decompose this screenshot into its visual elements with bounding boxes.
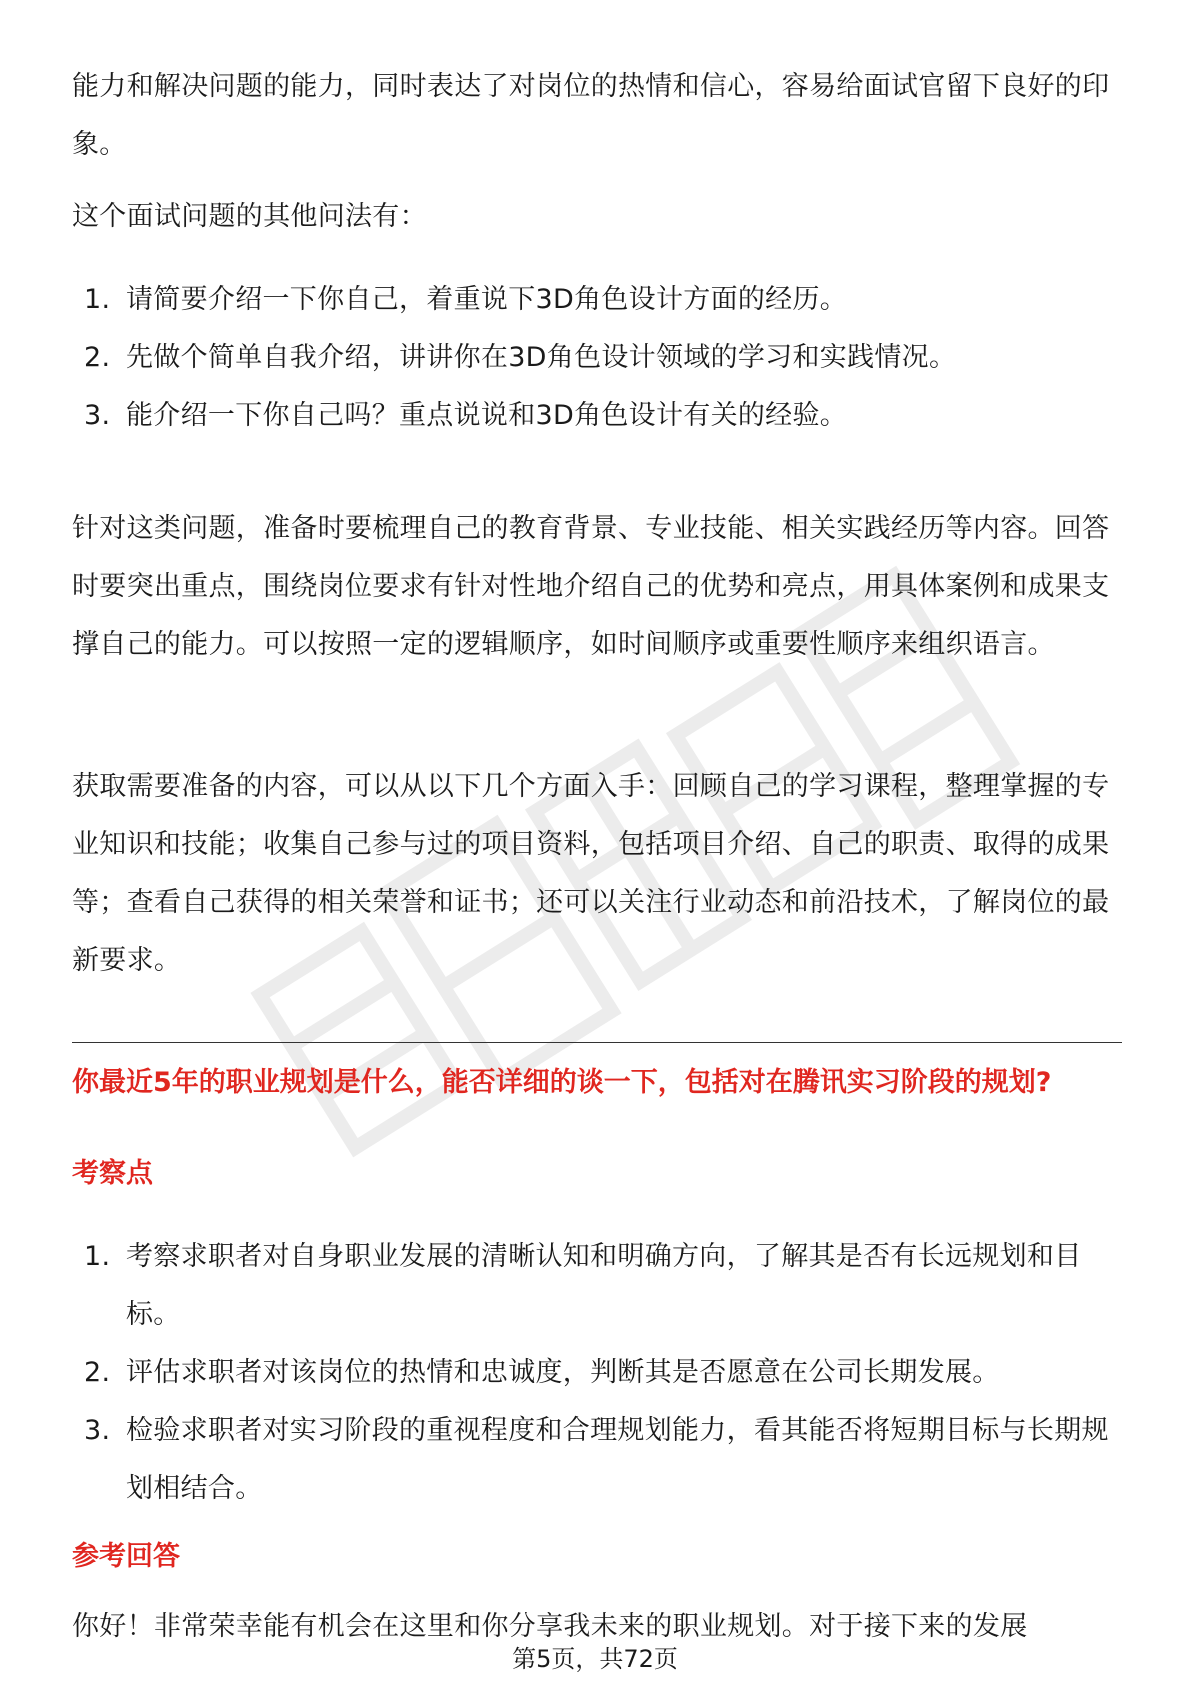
list-item [72,1402,1122,1518]
answer-heading: 参考回答 [72,1541,180,1572]
list-item [72,271,1122,329]
paragraph-gather-content: 获取需要准备的内容，可以从以下几个方面入手：回顾自己的学习课程，整理掌握的专业知识和技能；收集自己参与过的项目资料，包括项目介绍、自己的职责、取得的成果等；查看自己获得的相关荣誉和证书；还可以关注行业动态和前沿技术，了解岗位的最新要求。 [72,771,1110,976]
list-item [72,1228,1122,1344]
list-item [72,387,1122,445]
points-heading: 考察点 [72,1158,153,1189]
section-divider [72,1042,1122,1043]
list-item [72,329,1122,387]
list-item-text: 考察求职者对自身职业发展的清晰认知和明确方向，了解其是否有长远规划和目标。 [126,1241,1082,1330]
list-item [72,1344,1122,1402]
assessment-points-list [72,1228,1122,1518]
list-item-text: 请简要介绍一下你自己，着重说下3D角色设计方面的经历。 [126,284,848,315]
paragraph-preparation-advice: 针对这类问题，准备时要梳理自己的教育背景、专业技能、相关实践经历等内容。回答时要突出重点，围绕岗位要求有针对性地介绍自己的优势和亮点，用具体案例和成果支撑自己的能力。可以按照一定的逻辑顺序，如时间顺序或重要性顺序来组织语言。 [72,513,1110,660]
answer-text-clip [72,1612,1122,1642]
paragraph-alt-questions-lead: 这个面试问题的其他问法有： [72,201,427,232]
page-footer: 第5页，共72页 [512,1645,678,1673]
list-number: 2. [84,342,111,373]
list-number: 1. [84,1241,111,1272]
list-item-text: 能介绍一下你自己吗？重点说说和3D角色设计有关的经验。 [126,400,848,431]
list-number: 1. [84,284,111,315]
list-item-text: 检验求职者对实习阶段的重视程度和合理规划能力，看其能否将短期目标与长期规划相结合。 [126,1415,1109,1504]
list-number: 3. [84,1415,111,1446]
paragraph-intro-continued: 能力和解决问题的能力，同时表达了对岗位的热情和信心，容易给面试官留下良好的印象。 [72,71,1110,160]
list-item-text: 先做个简单自我介绍，讲讲你在3D角色设计领域的学习和实践情况。 [126,342,957,373]
list-item-text: 评估求职者对该岗位的热情和忠诚度，判断其是否愿意在公司长期发展。 [126,1357,1000,1388]
alt-questions-list [72,271,1122,445]
question-title: 你最近5年的职业规划是什么，能否详细的谈一下，包括对在腾讯实习阶段的规划? [72,1067,1052,1098]
list-number: 3. [84,400,111,431]
list-number: 2. [84,1357,111,1388]
paragraph-answer-start: 你好！非常荣幸能有机会在这里和你分享我未来的职业规划。对于接下来的发展 [72,1612,1028,1642]
